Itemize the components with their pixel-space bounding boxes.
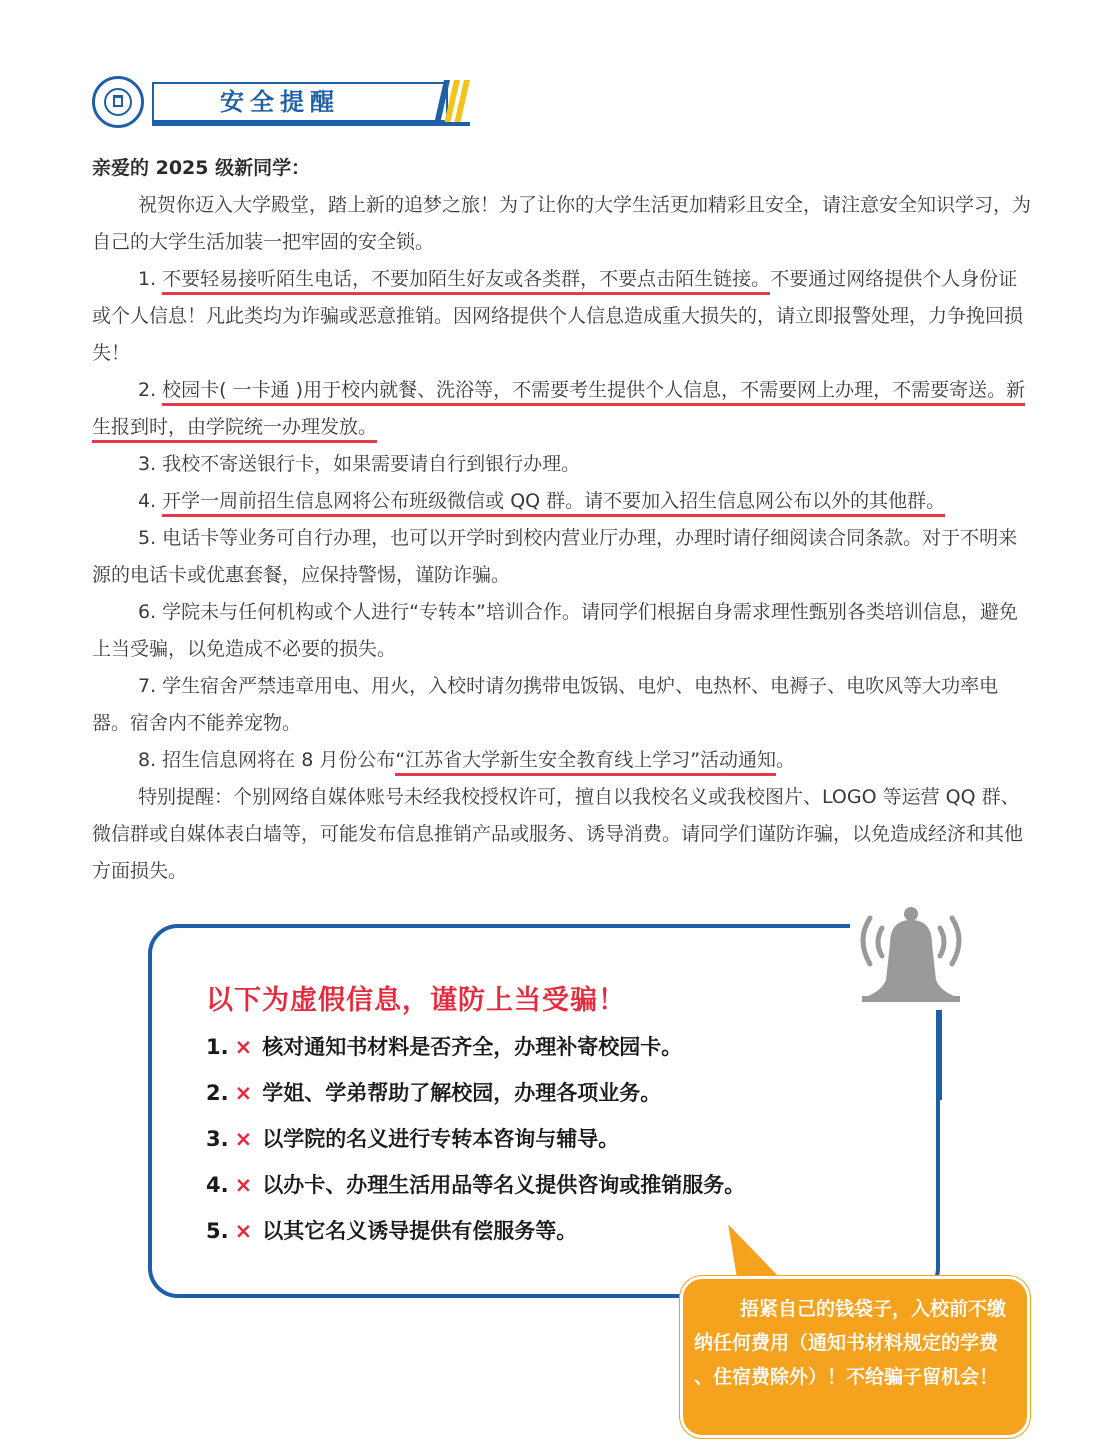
cross-icon: × — [234, 1173, 253, 1197]
highlight-underline: 开学一周前招生信息网将公布班级微信或 QQ 群。请不要加入招生信息网公布以外的其他群。 — [162, 490, 945, 517]
callout-text: 捂紧自己的钱袋子，入校前不缴纳任何费用（通知书材料规定的学费 、住宿费除外）！不给骗子留机会！ — [694, 1298, 1007, 1388]
stripes-decoration-icon — [430, 80, 470, 124]
bell-connector-line — [938, 1010, 942, 1100]
greeting: 亲爱的 2025 级新同学： — [92, 157, 311, 179]
notice-item-1: 1. 不要轻易接听陌生电话，不要加陌生好友或各类群，不要点击陌生链接。不要通过网络提供个人身份证或个人信息！凡此类均为诈骗或恶意推销。因网络提供个人信息造成重大损失的，请立即报警处理，力争挽回损失！ — [92, 268, 1024, 364]
cross-icon: × — [234, 1219, 253, 1243]
cross-icon: × — [234, 1127, 253, 1151]
notice-item-4: 4. 开学一周前招生信息网将公布班级微信或 QQ 群。请不要加入招生信息网公布以外的其他群。 — [92, 483, 1036, 520]
section-banner — [92, 70, 472, 134]
page-title: 安全提醒 — [220, 88, 340, 116]
notice-item-2: 2. 校园卡( 一卡通 )用于校内就餐、洗浴等，不需要考生提供个人信息，不需要网上办理，不需要寄送。新生报到时，由学院统一办理发放。 — [92, 372, 1036, 446]
cross-icon: × — [234, 1081, 253, 1105]
highlight-underline: 不要轻易接听陌生电话，不要加陌生好友或各类群，不要点击陌生链接。 — [162, 268, 770, 295]
list-item: 5. × 以其它名义诱导提供有偿服务等。 — [206, 1219, 578, 1243]
highlight-underline: 校园卡( 一卡通 )用于校内就餐、洗浴等，不需要考生提供个人信息，不需要网上办理，不需要寄送。 — [162, 379, 1006, 406]
list-item: 2. × 学姐、学弟帮助了解校园，办理各项业务。 — [206, 1081, 662, 1105]
list-item: 1. × 核对通知书材料是否齐全，办理补寄校园卡。 — [206, 1035, 683, 1059]
notice-item-5: 5. 电话卡等业务可自行办理，也可以开学时到校内营业厅办理，办理时请仔细阅读合同条款。对于不明来源的电话卡或优惠套餐，应保持警惕，谨防诈骗。 — [92, 527, 1018, 586]
title-box — [152, 82, 448, 122]
highlight-underline: “江苏省大学新生安全教育线上学习”活动通知 — [395, 749, 776, 776]
notice-item-7: 7. 学生宿舍严禁违章用电、用火，入校时请勿携带电饭锅、电炉、电热杯、电褥子、电吹风等大功率电器。宿舍内不能养宠物。 — [92, 675, 999, 734]
university-logo-icon — [92, 76, 144, 128]
warning-title: 以下为虚假信息，谨防上当受骗！ — [206, 985, 626, 1016]
notice-item-8: 8. 招生信息网将在 8 月份公布“江苏省大学新生安全教育线上学习”活动通知。 — [92, 742, 1036, 779]
list-item: 3. × 以学院的名义进行专转本咨询与辅导。 — [206, 1127, 620, 1151]
notice-item-6: 6. 学院未与任何机构或个人进行“专转本”培训合作。请同学们根据自身需求理性甄别各类培训信息，避免上当受骗，以免造成不必要的损失。 — [92, 601, 1018, 660]
intro-paragraph: 祝贺你迈入大学殿堂，踏上新的追梦之旅！为了让你的大学生活更加精彩且安全，请注意安全知识学习，为自己的大学生活加装一把牢固的安全锁。 — [92, 194, 1032, 253]
bell-icon — [850, 900, 972, 1010]
highlight-underline: 新生报到时，由学院统一办理发放。 — [92, 379, 1025, 443]
cross-icon: × — [234, 1035, 253, 1059]
list-item: 4. × 以办卡、办理生活用品等名义提供咨询或推销服务。 — [206, 1173, 746, 1197]
banner-underline — [152, 122, 470, 126]
special-reminder: 特别提醒：个别网络自媒体账号未经我校授权许可，擅自以我校名义或我校图片、LOGO 等运营 QQ 群、微信群或自媒体表白墙等，可能发布信息推销产品或服务、诱导消费。请同学们谨防诈骗，以免造成经济和其他方面损失。 — [92, 786, 1024, 882]
fake-info-list — [206, 1024, 745, 1254]
notice-item-3: 3. 我校不寄送银行卡，如果需要请自行到银行办理。 — [138, 453, 581, 475]
notice-body — [92, 150, 1036, 890]
